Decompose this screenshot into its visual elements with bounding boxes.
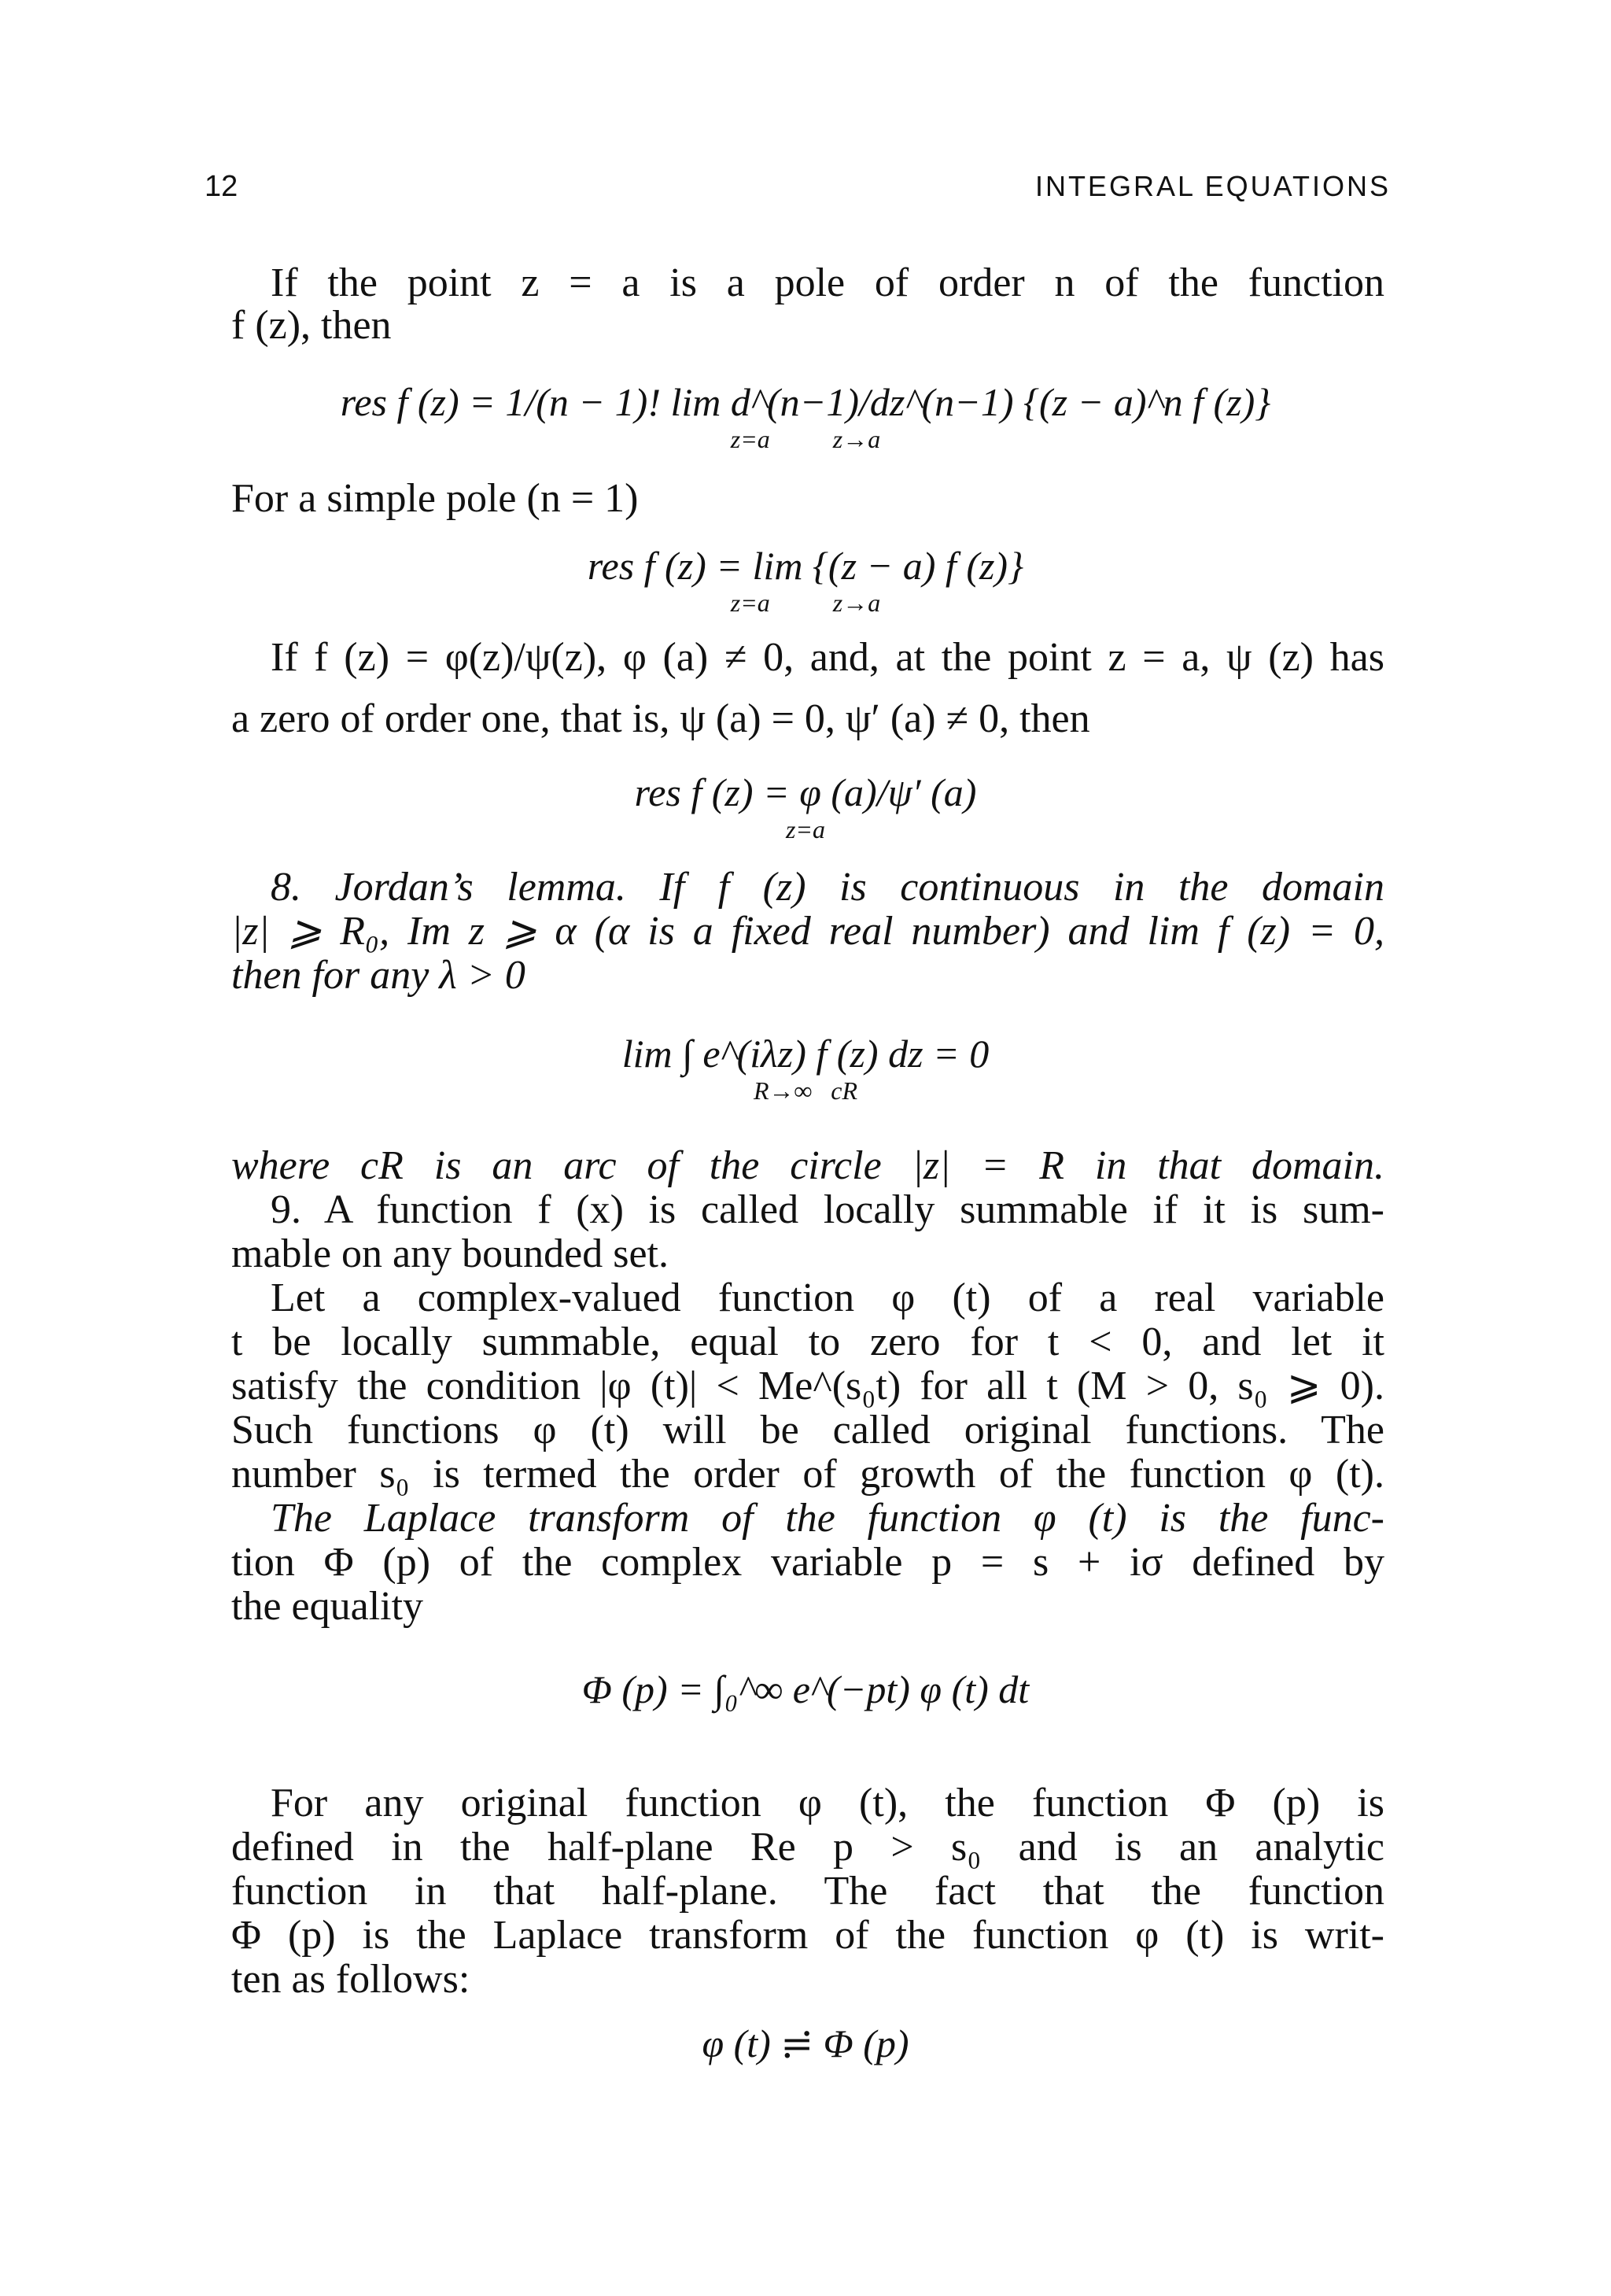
page-header [205,170,1391,209]
text-line: 8. Jordan’s lemma. If f (z) is continuous in the domain [271,865,1384,910]
display-equation [0,543,1611,618]
equation-body: res f (z) = lim {(z − a) f (z)} [587,544,1024,588]
text-line: satisfy the condition |φ (t)| < Me^(s₀t) for all t (M > 0, s₀ ⩾ 0). [231,1364,1384,1408]
text-line: Φ (p) is the Laplace transform of the function φ (t) is writ- [231,1913,1384,1958]
running-head: INTEGRAL EQUATIONS [1034,170,1391,202]
equation-body: res f (z) = 1/(n − 1)! lim d^(n−1)/dz^(n−1) {(z − a)^n f (z)} [340,380,1271,424]
equation-subscript: z=a z→a [730,425,881,453]
text-line: ten as follows: [231,1957,470,2002]
text-line: mable on any bounded set. [231,1231,669,1276]
text-line: number s₀ is termed the order of growth of the function φ (t). [231,1452,1384,1497]
text-line: For a simple pole (n = 1) [231,476,639,521]
equation-body: lim ∫ e^(iλz) f (z) dz = 0 [621,1032,990,1076]
display-equation [0,1667,1611,1712]
text-line: then for any λ > 0 [231,953,525,998]
text-line: Let a complex-valued function φ (t) of a real variable [271,1275,1384,1320]
text-line: f (z), then [231,303,392,348]
display-equation [0,2021,1611,2066]
text-line: where cR is an arc of the circle |z| = R in that domain. [231,1143,1384,1188]
text-line: tion Φ (p) of the complex variable p = s + iσ defined by [231,1540,1384,1585]
equation-body: φ (t) ≓ Φ (p) [702,2021,909,2065]
display-equation [0,770,1611,844]
text-line: defined in the half-plane Re p > s₀ and is an analytic [231,1825,1384,1870]
text-line: 9. A function f (x) is called locally summable if it is sum- [271,1187,1384,1232]
text-line: Such functions φ (t) will be called original functions. The [231,1408,1384,1453]
equation-subscript: z=a z→a [730,589,881,617]
text-line: a zero of order one, that is, ψ (a) = 0, ψ′ (a) ≠ 0, then [231,696,1090,741]
equation-subscript: z=a [785,815,826,843]
equation-body: res f (z) = φ (a)/ψ′ (a) [634,770,977,814]
page-number: 12 [205,170,238,203]
text-line: If the point z = a is a pole of order n of the function [271,260,1384,305]
equation-subscript: R→∞ cR [753,1076,858,1105]
text-line: For any original function φ (t), the function Φ (p) is [271,1781,1384,1825]
text-line: If f (z) = φ(z)/ψ(z), φ (a) ≠ 0, and, at the point z = a, ψ (z) has [271,635,1384,680]
display-equation [0,1031,1611,1106]
text-line: t be locally summable, equal to zero for t < 0, and let it [231,1320,1384,1364]
display-equation [0,379,1611,454]
text-line: The Laplace transform of the function φ (t) is the func- [271,1496,1384,1541]
text-line: function in that half-plane. The fact that the function [231,1869,1384,1914]
text-line: |z| ⩾ R₀, Im z ⩾ α (α is a fixed real number) and lim f (z) = 0, [231,909,1384,954]
text-line: the equality [231,1584,424,1629]
equation-body: Φ (p) = ∫₀^∞ e^(−pt) φ (t) dt [581,1667,1030,1711]
